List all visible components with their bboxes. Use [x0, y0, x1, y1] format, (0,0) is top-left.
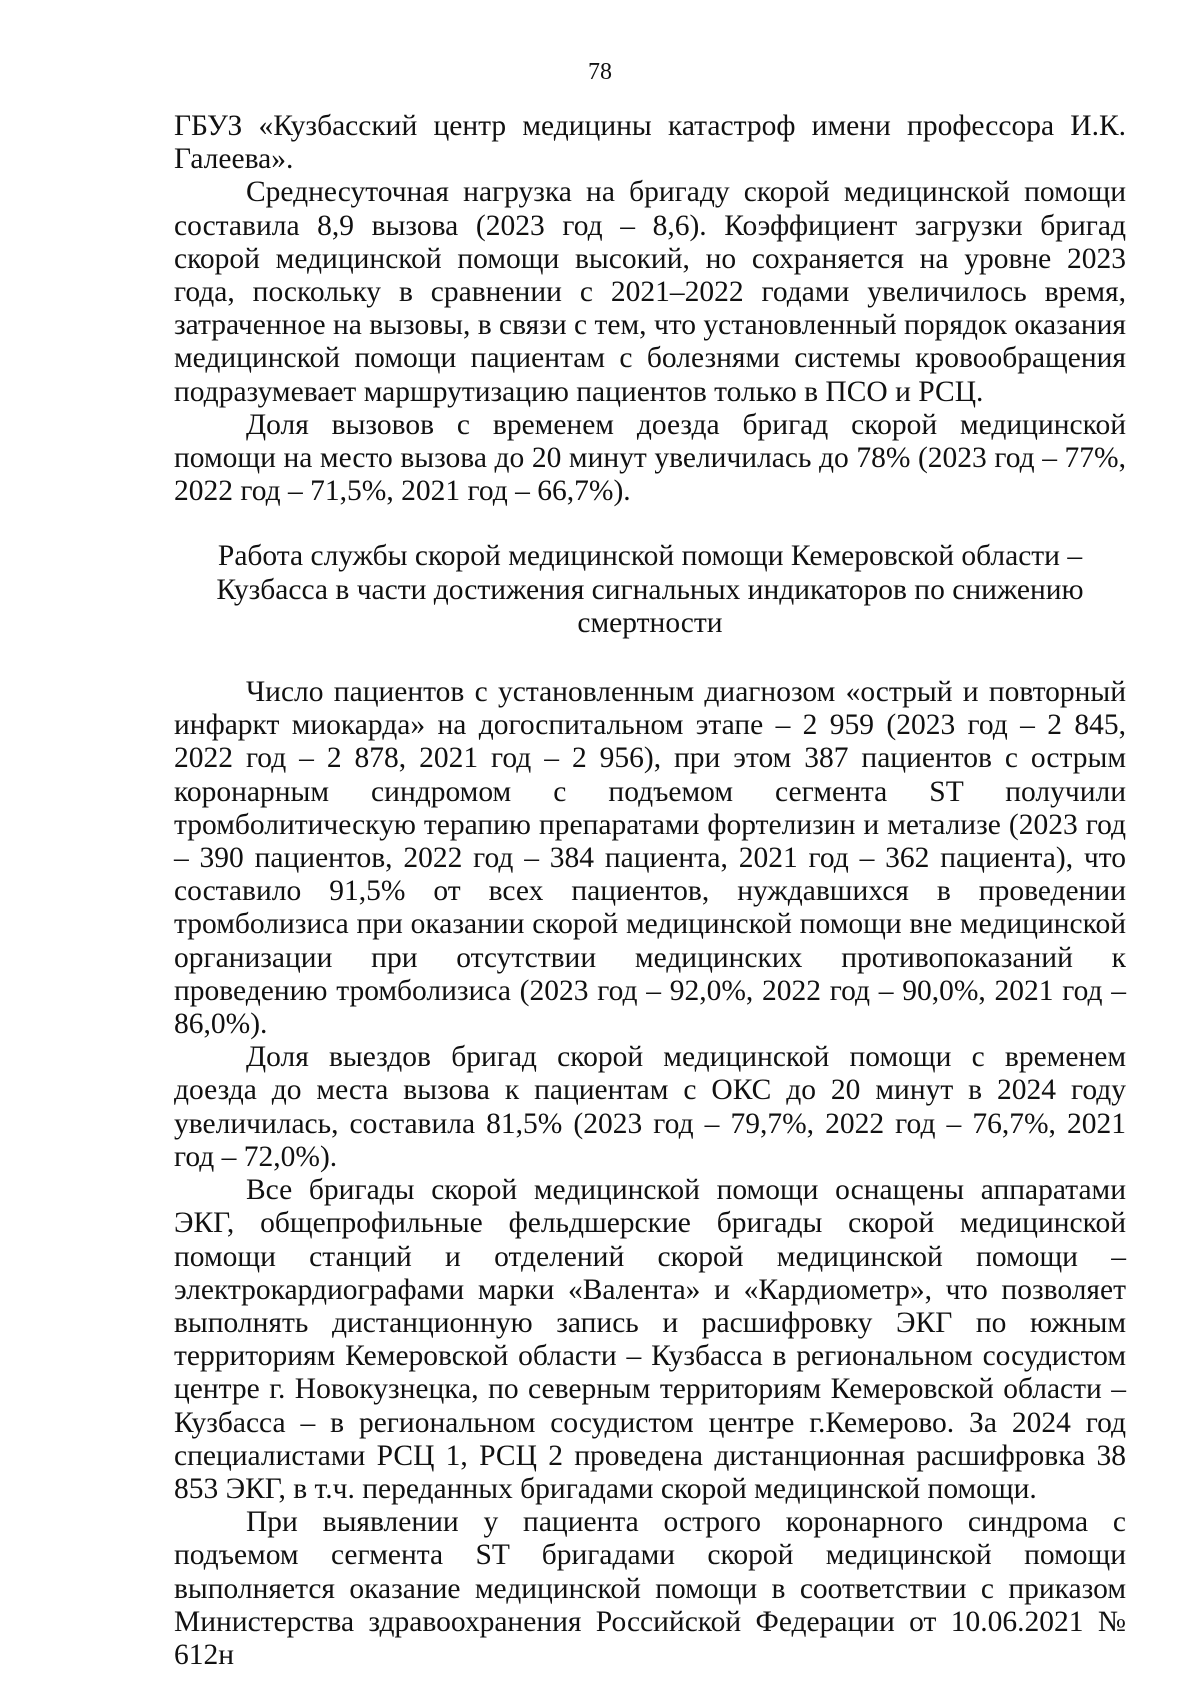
paragraph-arrival-share: Доля вызовов с временем доезда бригад скорой медицинской помощи на место вызова до 20 минут увеличилась до 78% (2023 год – 77%, 2022 год – 71,5%, 2021 год – 66,7%). [174, 408, 1126, 508]
paragraph-infarction-patients: Число пациентов с установленным диагнозом «острый и повторный инфаркт миокарда» на догоспитальном этапе – 2 959 (2023 год – 2 845, 2022 год – 2 878, 2021 год – 2 956), при этом 387 пациентов с острым коронарным синдромом с подъемом сегмента ST получили тромболитическую терапию препаратами фортелизин и метализе (2023 год – 390 пациентов, 2022 год – 384 пациента, 2021 год – 362 пациента), что составило 91,5% от всех пациентов, нуждавшихся в проведении тромболизиса при оказании скорой медицинской помощи вне медицинской организации при отсутствии медицинских противопоказаний к проведению тромболизиса (2023 год – 92,0%, 2022 год – 90,0%, 2021 год – 86,0%). [174, 676, 1126, 1041]
paragraph-acs-care: При выявлении у пациента острого коронарного синдрома с подъемом сегмента ST бригадами скорой медицинской помощи выполняется оказание медицинской помощи в соответствии с приказом Министерства здравоохранения Российской Федерации от 10.06.2021 № 612н [174, 1506, 1126, 1671]
page-number: 78 [588, 59, 612, 85]
paragraph-oks-arrival: Доля выездов бригад скорой медицинской помощи с временем доезда до места вызова к пациентам с ОКС до 20 минут в 2024 году увеличилась, составила 81,5% (2023 год – 79,7%, 2022 год – 76,7%, 2021 год – 72,0%). [174, 1041, 1126, 1173]
paragraph-ecg-equipment: Все бригады скорой медицинской помощи оснащены аппаратами ЭКГ, общепрофильные фельдшерские бригады скорой медицинской помощи станций и отделений скорой медицинской помощи – электрокардиографами марки «Валента» и «Кардиометр», что позволяет выполнять дистанционную запись и расшифровку ЭКГ по южным территориям Кемеровской области – Кузбасса в региональном сосудистом центре г. Новокузнецка, по северным территориям Кемеровской области – Кузбасса – в региональном сосудистом центре г.Кемерово. За 2024 год специалистами РСЦ 1, РСЦ 2 проведена дистанционная расшифровка 38 853 ЭКГ, в т.ч. переданных бригадами скорой медицинской помощи. [174, 1174, 1126, 1505]
section-heading-line: смертности [577, 606, 723, 639]
document-body [174, 110, 1126, 1672]
paragraph-daily-load: Среднесуточная нагрузка на бригаду скорой медицинской помощи составила 8,9 вызова (2023 год – 8,6). Коэффициент загрузки бригад скорой медицинской помощи высокий, но сохраняется на уровне 2023 года, поскольку в сравнении с 2021–2022 годами увеличилось время, затраченное на вызовы, в связи с тем, что установленный порядок оказания медицинской помощи пациентам с болезнями системы кровообращения подразумевает маршрутизацию пациентов только в ПСО и РСЦ. [174, 176, 1126, 408]
section-heading-line: Кузбасса в части достижения сигнальных индикаторов по снижению [216, 573, 1084, 606]
section-heading [174, 540, 1126, 640]
section-heading-line: Работа службы скорой медицинской помощи Кемеровской области – [217, 540, 1083, 573]
paragraph-organization: ГБУЗ «Кузбасский центр медицины катастроф имени профессора И.К. Галеева». [174, 110, 1126, 176]
